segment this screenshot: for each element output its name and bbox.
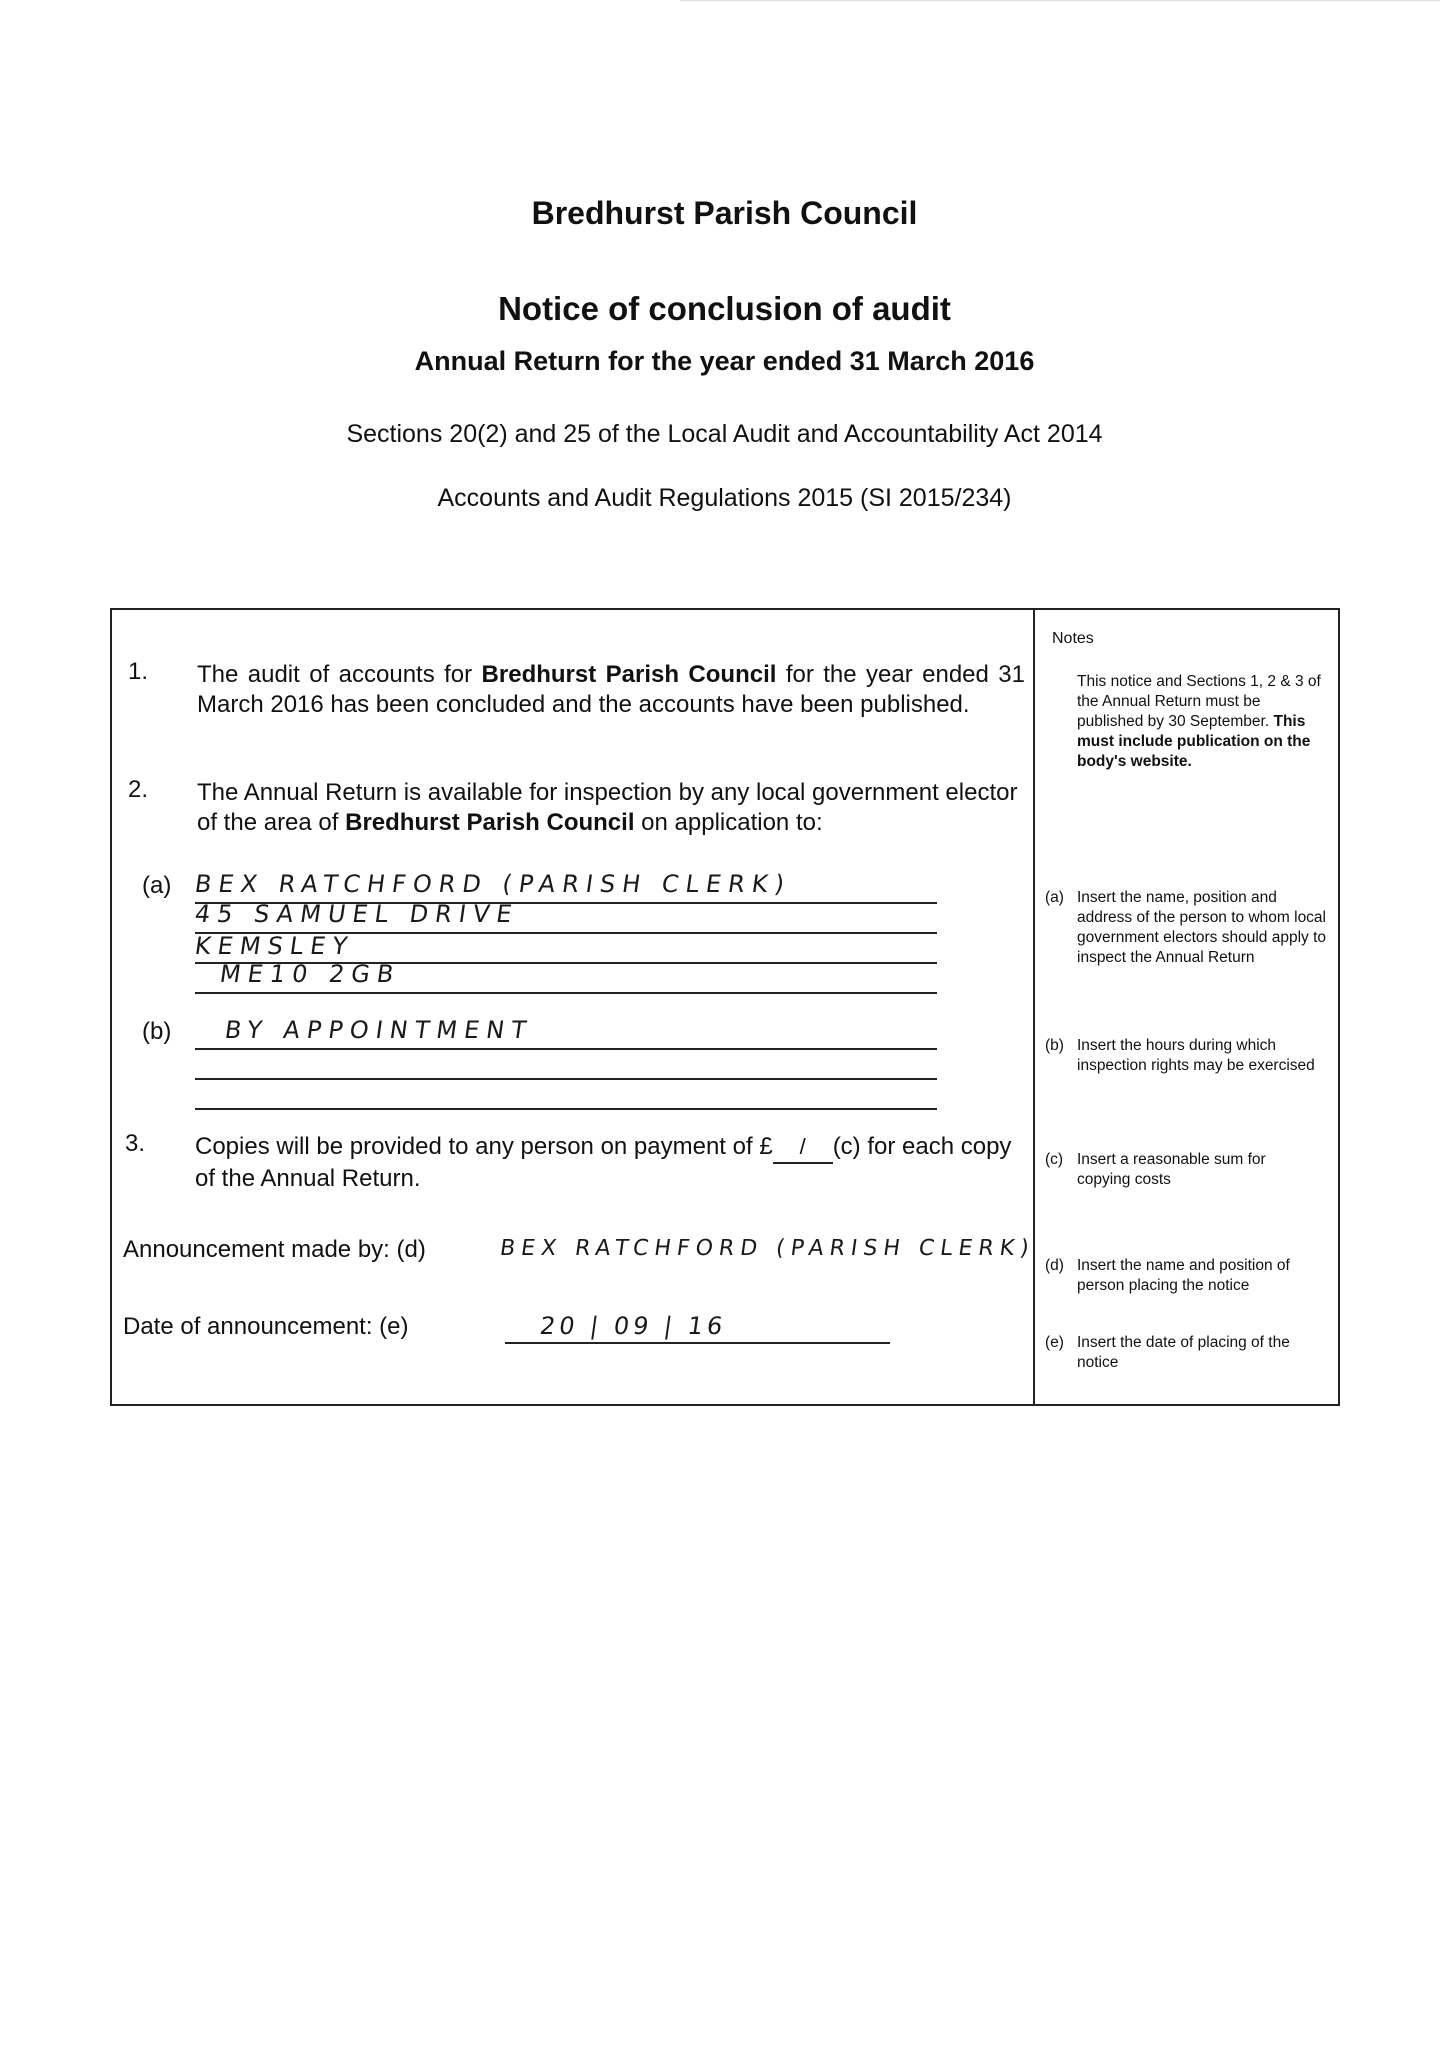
item-3-number: 3.	[125, 1130, 146, 1157]
note-c-label: (c)	[1045, 1151, 1064, 1168]
notes-intro	[1077, 672, 1322, 772]
b-line-3-rule	[195, 1108, 937, 1110]
note-c	[1045, 1150, 1322, 1190]
note-a-label: (a)	[1045, 889, 1064, 906]
note-b-label: (b)	[1045, 1037, 1064, 1054]
council-name: Bredhurst Parish Council	[531, 195, 918, 231]
item-1-text	[197, 660, 1025, 720]
a-line-2-value: 45 SAMUEL DRIVE	[193, 900, 521, 928]
note-c-text: Insert a reasonable sum for copying costs	[1077, 1151, 1266, 1188]
b-line-1-rule	[195, 1048, 937, 1050]
item-3-text	[195, 1132, 1037, 1194]
note-e	[1045, 1333, 1322, 1373]
a-line-4-value: ME10 2GB	[218, 960, 403, 988]
item-1-number: 1.	[128, 658, 149, 685]
item-1-post: for the year ended 31 March 2016 has been concluded and the accounts have been published.	[197, 661, 1025, 718]
notes-intro-bold: This must include publication on the body's website.	[1077, 713, 1311, 770]
note-d-label: (d)	[1045, 1257, 1064, 1274]
note-e-text: Insert the date of placing of the notice	[1077, 1334, 1290, 1371]
item-1-council: Bredhurst Parish Council	[481, 661, 777, 688]
date-label: Date of announcement: (e)	[123, 1313, 409, 1340]
item-3-pre: Copies will be provided to any person on payment of £	[195, 1133, 773, 1160]
date-value: 20 | 09 | 16	[538, 1312, 729, 1340]
item-1-pre: The audit of accounts for	[197, 661, 482, 688]
item-3-post: (c) for each copy of the Annual Return.	[195, 1133, 1012, 1192]
note-b	[1045, 1036, 1322, 1076]
a-label: (a)	[142, 872, 172, 899]
legislation-regulations: Accounts and Audit Regulations 2015 (SI 2015/234)	[437, 484, 1012, 512]
b-label: (b)	[142, 1018, 172, 1045]
scan-edge-line	[680, 0, 1440, 1]
announcement-label: Announcement made by: (d)	[123, 1236, 426, 1263]
note-e-label: (e)	[1045, 1334, 1064, 1351]
notes-title: Notes	[1052, 630, 1094, 647]
annual-return-heading: Annual Return for the year ended 31 March 2016	[414, 346, 1035, 376]
item-2-council: Bredhurst Parish Council	[345, 809, 635, 836]
legislation-sections: Sections 20(2) and 25 of the Local Audit and Accountability Act 2014	[346, 420, 1103, 448]
notes-intro-text: This notice and Sections 1, 2 & 3 of the Annual Return must be published by 30 September.	[1077, 673, 1321, 730]
notice-title: Notice of conclusion of audit	[498, 290, 951, 327]
item-2-number: 2.	[128, 776, 149, 803]
date-rule	[505, 1342, 890, 1344]
a-line-1-value: BEX RATCHFORD (PARISH CLERK)	[193, 870, 793, 898]
note-d-text: Insert the name and position of person placing the notice	[1077, 1257, 1290, 1294]
copy-fee-value: /	[773, 1132, 833, 1164]
note-b-text: Insert the hours during which inspection rights may be exercised	[1077, 1037, 1315, 1074]
note-a	[1045, 888, 1332, 968]
item-2-post: on application to:	[634, 809, 823, 836]
a-line-4-rule	[195, 992, 937, 994]
note-d	[1045, 1256, 1322, 1296]
note-a-text: Insert the name, position and address of the person to whom local government electors should apply to inspect the Annual Return	[1077, 889, 1327, 966]
b-line-1-value: BY APPOINTMENT	[223, 1016, 535, 1044]
a-line-3-value: KEMSLEY	[193, 932, 357, 960]
b-line-2-rule	[195, 1078, 937, 1080]
item-2-pre: The Annual Return is available for inspection by any local government elector of the area of	[197, 779, 1018, 836]
announcement-value: BEX RATCHFORD (PARISH CLERK)	[498, 1236, 1037, 1261]
item-2-text	[197, 778, 1037, 838]
notes-column-divider	[1033, 608, 1035, 1406]
